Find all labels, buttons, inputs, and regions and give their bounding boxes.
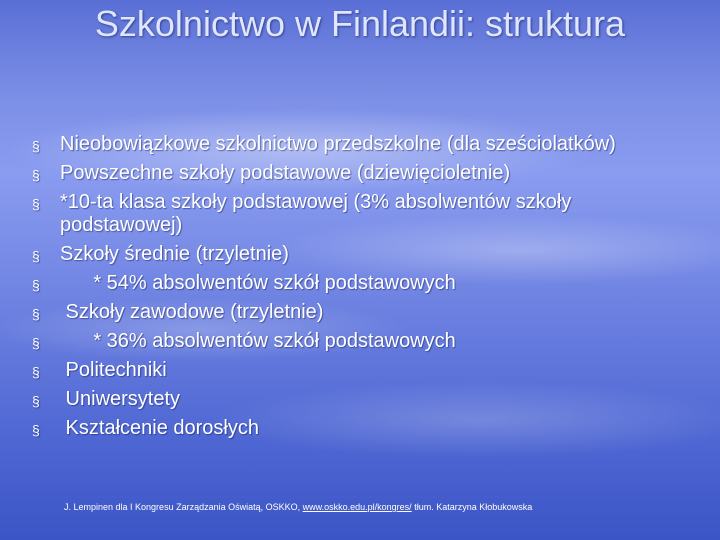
bullet-icon: § <box>32 196 40 212</box>
list-item-text: * 36% absolwentów szkół podstawowych <box>60 330 456 352</box>
list-item-text: Nieobowiązkowe szkolnictwo przedszkolne (dla sześciolatków) <box>60 133 616 155</box>
list-item <box>32 191 692 237</box>
list-item <box>32 272 692 295</box>
list-item-text: Kształcenie dorosłych <box>60 417 259 439</box>
list-item-text: Szkoły zawodowe (trzyletnie) <box>60 301 324 323</box>
list-item-text: Powszechne szkoły podstawowe (dziewięcioletnie) <box>60 162 511 184</box>
bullet-icon: § <box>32 167 40 183</box>
kongres-link[interactable]: www.oskko.edu.pl/kongres/ <box>302 502 412 512</box>
list-item <box>32 330 692 353</box>
list-item <box>32 359 692 382</box>
bullet-icon: § <box>32 277 40 293</box>
slide-title: Szkolnictwo w Finlandii: struktura <box>94 3 626 44</box>
list-item <box>32 243 692 266</box>
list-item-text: Politechniki <box>60 359 167 381</box>
bullet-icon: § <box>32 306 40 322</box>
bullet-list <box>32 133 692 446</box>
bullet-icon: § <box>32 248 40 264</box>
bullet-icon: § <box>32 138 40 154</box>
list-item-text: Szkoły średnie (trzyletnie) <box>60 243 289 265</box>
bullet-icon: § <box>32 364 40 380</box>
list-item <box>32 133 692 156</box>
list-item <box>32 417 692 440</box>
footnote-prefix: J. Lempinen dla I Kongresu Zarządzania Oświatą, OSKKO, <box>64 502 303 512</box>
footnote <box>64 501 532 513</box>
bullet-icon: § <box>32 335 40 351</box>
bullet-icon: § <box>32 422 40 438</box>
list-item-text: Uniwersytety <box>60 388 181 410</box>
list-item-text: *10-ta klasa szkoły podstawowej (3% absolwentów szkoły podstawowej) <box>60 191 572 236</box>
list-item <box>32 301 692 324</box>
footnote-suffix: tłum. Katarzyna Kłobukowska <box>411 502 533 512</box>
list-item <box>32 162 692 185</box>
list-item-text: * 54% absolwentów szkół podstawowych <box>60 272 456 294</box>
list-item <box>32 388 692 411</box>
bullet-icon: § <box>32 393 40 409</box>
